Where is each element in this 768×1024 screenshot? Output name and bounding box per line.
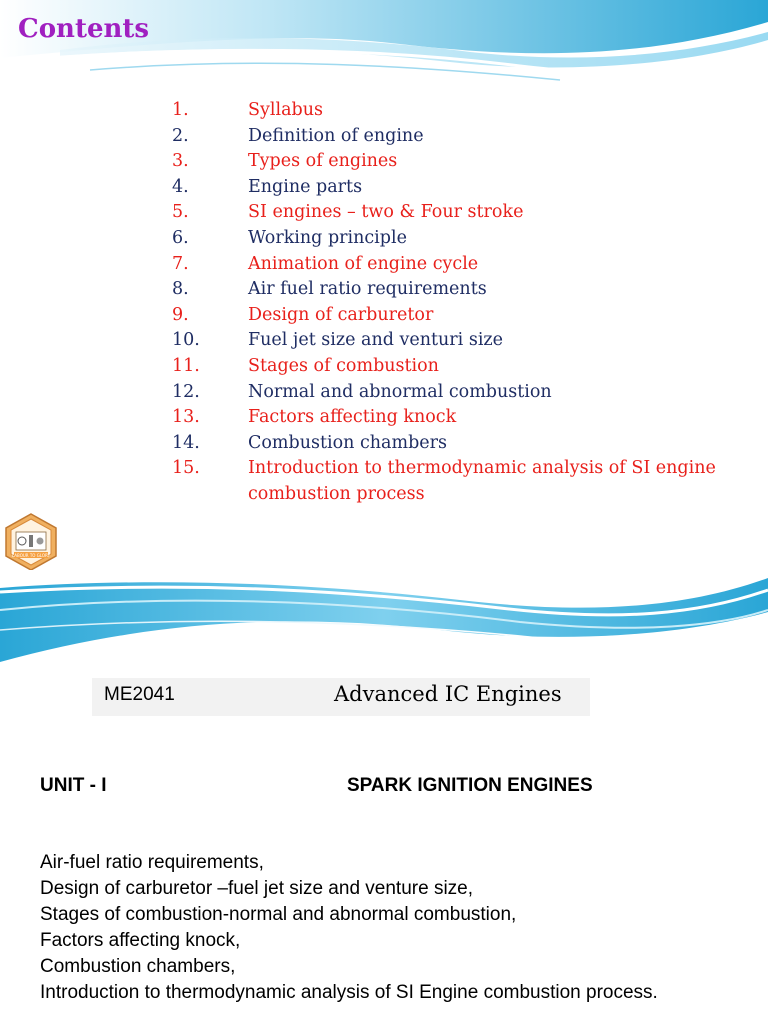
contents-item [0, 175, 768, 201]
contents-item-number: 2. [172, 125, 189, 146]
contents-item-text: Fuel jet size and venturi size [248, 330, 503, 351]
contents-item [0, 456, 768, 508]
college-emblem-icon [2, 512, 60, 570]
contents-item-number: 4. [172, 176, 189, 197]
course-name: Advanced IC Engines [334, 682, 562, 706]
contents-item-number: 12. [172, 381, 200, 402]
contents-item-text: Normal and abnormal combustion [248, 381, 552, 402]
contents-item [0, 380, 768, 406]
contents-item-number: 1. [172, 100, 189, 120]
contents-item [0, 226, 768, 252]
topic-line: Introduction to thermodynamic analysis of SI Engine combustion process. [40, 982, 658, 1003]
contents-item-text: Stages of combustion [248, 355, 439, 376]
contents-item [0, 328, 768, 354]
contents-item [0, 98, 768, 124]
contents-item [0, 252, 768, 278]
contents-item-text: Design of carburetor [248, 304, 434, 325]
contents-item [0, 354, 768, 380]
contents-item [0, 303, 768, 329]
contents-item-text: Working principle [248, 227, 407, 248]
contents-item [0, 124, 768, 150]
contents-title: Contents [18, 14, 150, 44]
contents-item [0, 149, 768, 175]
course-code: ME2041 [104, 684, 175, 705]
unit-label: UNIT - I [40, 775, 107, 796]
contents-item-text: Introduction to thermodynamic analysis of SI engine combustion process [248, 458, 716, 504]
contents-item-number: 8. [172, 279, 189, 300]
contents-item-number: 14. [172, 432, 200, 453]
contents-item-number: 3. [172, 151, 189, 172]
topic-line: Design of carburetor –fuel jet size and venture size, [40, 878, 474, 899]
course-header-box [92, 678, 590, 716]
contents-item-number: 13. [172, 407, 200, 428]
contents-item-text: Animation of engine cycle [248, 253, 479, 274]
topic-line: Stages of combustion-normal and abnormal combustion, [40, 904, 517, 925]
topic-line: Combustion chambers, [40, 956, 236, 977]
contents-item-number: 7. [172, 253, 189, 274]
contents-item-number: 10. [172, 330, 200, 351]
contents-item [0, 405, 768, 431]
contents-item-text: Air fuel ratio requirements [248, 279, 487, 300]
contents-item-text: Syllabus [248, 100, 323, 120]
topic-line: Factors affecting knock, [40, 930, 241, 951]
contents-item-number: 5. [172, 202, 189, 223]
svg-text:LABOUR TO GLORY: LABOUR TO GLORY [11, 553, 51, 558]
contents-item-text: Types of engines [248, 151, 398, 172]
contents-item [0, 200, 768, 226]
contents-item-number: 11. [172, 355, 200, 376]
header-wave-decoration [0, 570, 768, 670]
contents-item [0, 277, 768, 303]
syllabus-topics [40, 850, 760, 1006]
contents-list [0, 98, 768, 508]
contents-item-number: 15. [172, 458, 200, 479]
contents-item-number: 6. [172, 227, 189, 248]
contents-item-text: Factors affecting knock [248, 407, 457, 428]
topic-line: Air-fuel ratio requirements, [40, 852, 264, 873]
syllabus-slide [0, 570, 768, 1024]
unit-title: SPARK IGNITION ENGINES [347, 775, 593, 796]
contents-item-number: 9. [172, 304, 189, 325]
contents-item [0, 431, 768, 457]
contents-item-text: Combustion chambers [248, 432, 447, 453]
contents-item-text: SI engines – two & Four stroke [248, 202, 524, 223]
contents-item-text: Engine parts [248, 176, 363, 197]
contents-item-text: Definition of engine [248, 125, 424, 146]
